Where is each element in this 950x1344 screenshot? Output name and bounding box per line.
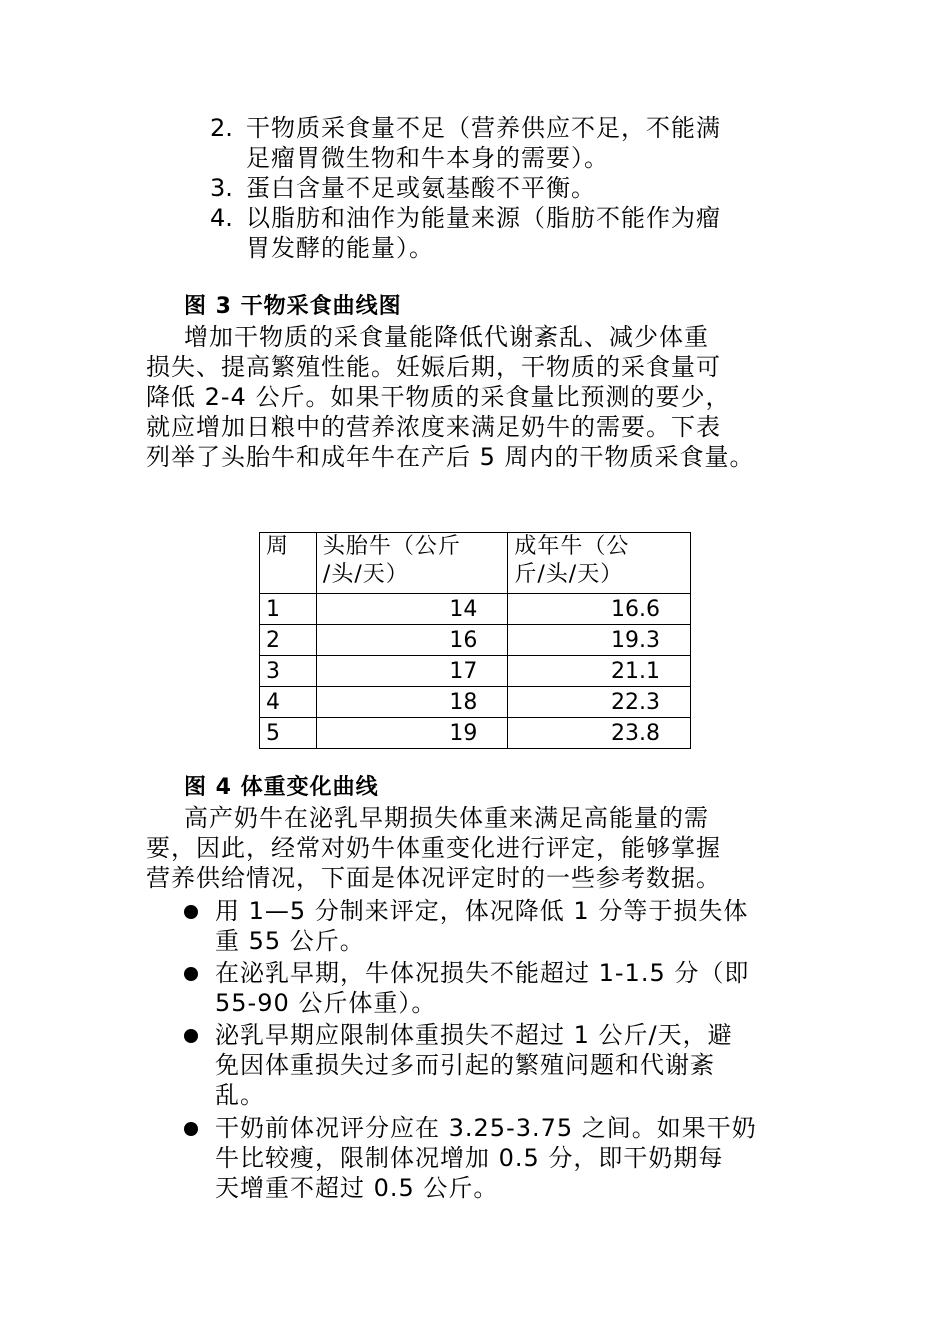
bullet-text: 干奶前体况评分应在 3.25-3.75 之间。如果干奶 xyxy=(215,1114,757,1142)
paragraph-line: 就应增加日粮中的营养浓度来满足奶牛的需要。下表 xyxy=(146,413,721,441)
week-cell: 2 xyxy=(260,625,317,656)
heifer-cell: 14 xyxy=(316,594,507,625)
header-text: 周 xyxy=(266,534,290,559)
heifer-cell: 19 xyxy=(316,718,507,749)
bullet-text: 免因体重损失过多而引起的繁殖问题和代谢紊 xyxy=(215,1051,715,1079)
week-cell: 3 xyxy=(260,656,317,687)
heifer-cell: 17 xyxy=(316,656,507,687)
paragraph-line: 增加干物质的采食量能降低代谢紊乱、减少体重 xyxy=(184,323,709,351)
list-item-text: 胃发酵的能量）。 xyxy=(246,234,434,262)
bullet-text: 天增重不超过 0.5 公斤。 xyxy=(215,1174,499,1202)
week-cell: 5 xyxy=(260,718,317,749)
list-number: 4. xyxy=(210,204,233,232)
section-heading: 图 3 干物采食曲线图 xyxy=(184,294,402,319)
bullet-text: 乱。 xyxy=(215,1081,265,1109)
paragraph-line: 高产奶牛在泌乳早期损失体重来满足高能量的需 xyxy=(184,804,709,832)
paragraph-line: 要，因此，经常对奶牛体重变化进行评定，能够掌握 xyxy=(146,834,721,862)
adult-cell: 16.6 xyxy=(508,594,691,625)
bullet-text: 用 1—5 分制来评定，体况降低 1 分等于损失体 xyxy=(215,897,749,925)
week-cell: 1 xyxy=(260,594,317,625)
table-row xyxy=(260,625,691,656)
bullet-text: 牛比较瘦，限制体况增加 0.5 分，即干奶期每 xyxy=(215,1144,724,1172)
header-text: 成年牛（公 xyxy=(514,534,630,559)
adult-cell: 23.8 xyxy=(508,718,691,749)
week-cell: 4 xyxy=(260,687,317,718)
bullet-text: 55-90 公斤体重）。 xyxy=(215,989,437,1017)
header-heifer xyxy=(316,533,507,594)
bullet-dot-icon xyxy=(184,1029,198,1043)
table-row xyxy=(260,594,691,625)
paragraph-line: 损失、提高繁殖性能。妊娠后期，干物质的采食量可 xyxy=(146,353,721,381)
header-text: /头/天） xyxy=(322,562,409,587)
paragraph-line: 营养供给情况，下面是体况评定时的一些参考数据。 xyxy=(146,864,721,892)
list-item-text: 足瘤胃微生物和牛本身的需要）。 xyxy=(246,144,609,172)
list-number: 2. xyxy=(210,114,233,142)
list-item-text: 以脂肪和油作为能量来源（脂肪不能作为瘤 xyxy=(246,204,721,232)
heifer-cell: 18 xyxy=(316,687,507,718)
bullet-text: 重 55 公斤。 xyxy=(215,927,365,955)
bullet-dot-icon xyxy=(184,905,198,919)
section-heading: 图 4 体重变化曲线 xyxy=(184,775,379,800)
adult-cell: 21.1 xyxy=(508,656,691,687)
bullet-text: 在泌乳早期，牛体况损失不能超过 1-1.5 分（即 xyxy=(215,959,750,987)
list-number: 3. xyxy=(210,174,233,202)
heifer-cell: 16 xyxy=(316,625,507,656)
dry-matter-intake-table xyxy=(259,532,691,749)
adult-cell: 22.3 xyxy=(508,687,691,718)
table-header-row xyxy=(260,533,691,594)
header-adult xyxy=(508,533,691,594)
paragraph-line: 列举了头胎牛和成年牛在产后 5 周内的干物质采食量。 xyxy=(146,443,755,471)
list-item-text: 干物质采食量不足（营养供应不足，不能满 xyxy=(246,114,721,142)
header-text: 头胎牛（公斤 xyxy=(322,534,461,559)
table-row xyxy=(260,656,691,687)
adult-cell: 19.3 xyxy=(508,625,691,656)
bullet-dot-icon xyxy=(184,967,198,981)
table-row xyxy=(260,687,691,718)
paragraph-line: 降低 2-4 公斤。如果干物质的采食量比预测的要少， xyxy=(146,383,731,411)
table-row xyxy=(260,718,691,749)
bullet-text: 泌乳早期应限制体重损失不超过 1 公斤/天，避 xyxy=(215,1021,733,1049)
list-item-text: 蛋白含量不足或氨基酸不平衡。 xyxy=(246,174,596,202)
header-week xyxy=(260,533,317,594)
bullet-dot-icon xyxy=(184,1122,198,1136)
header-text: 斤/头/天） xyxy=(514,562,624,587)
